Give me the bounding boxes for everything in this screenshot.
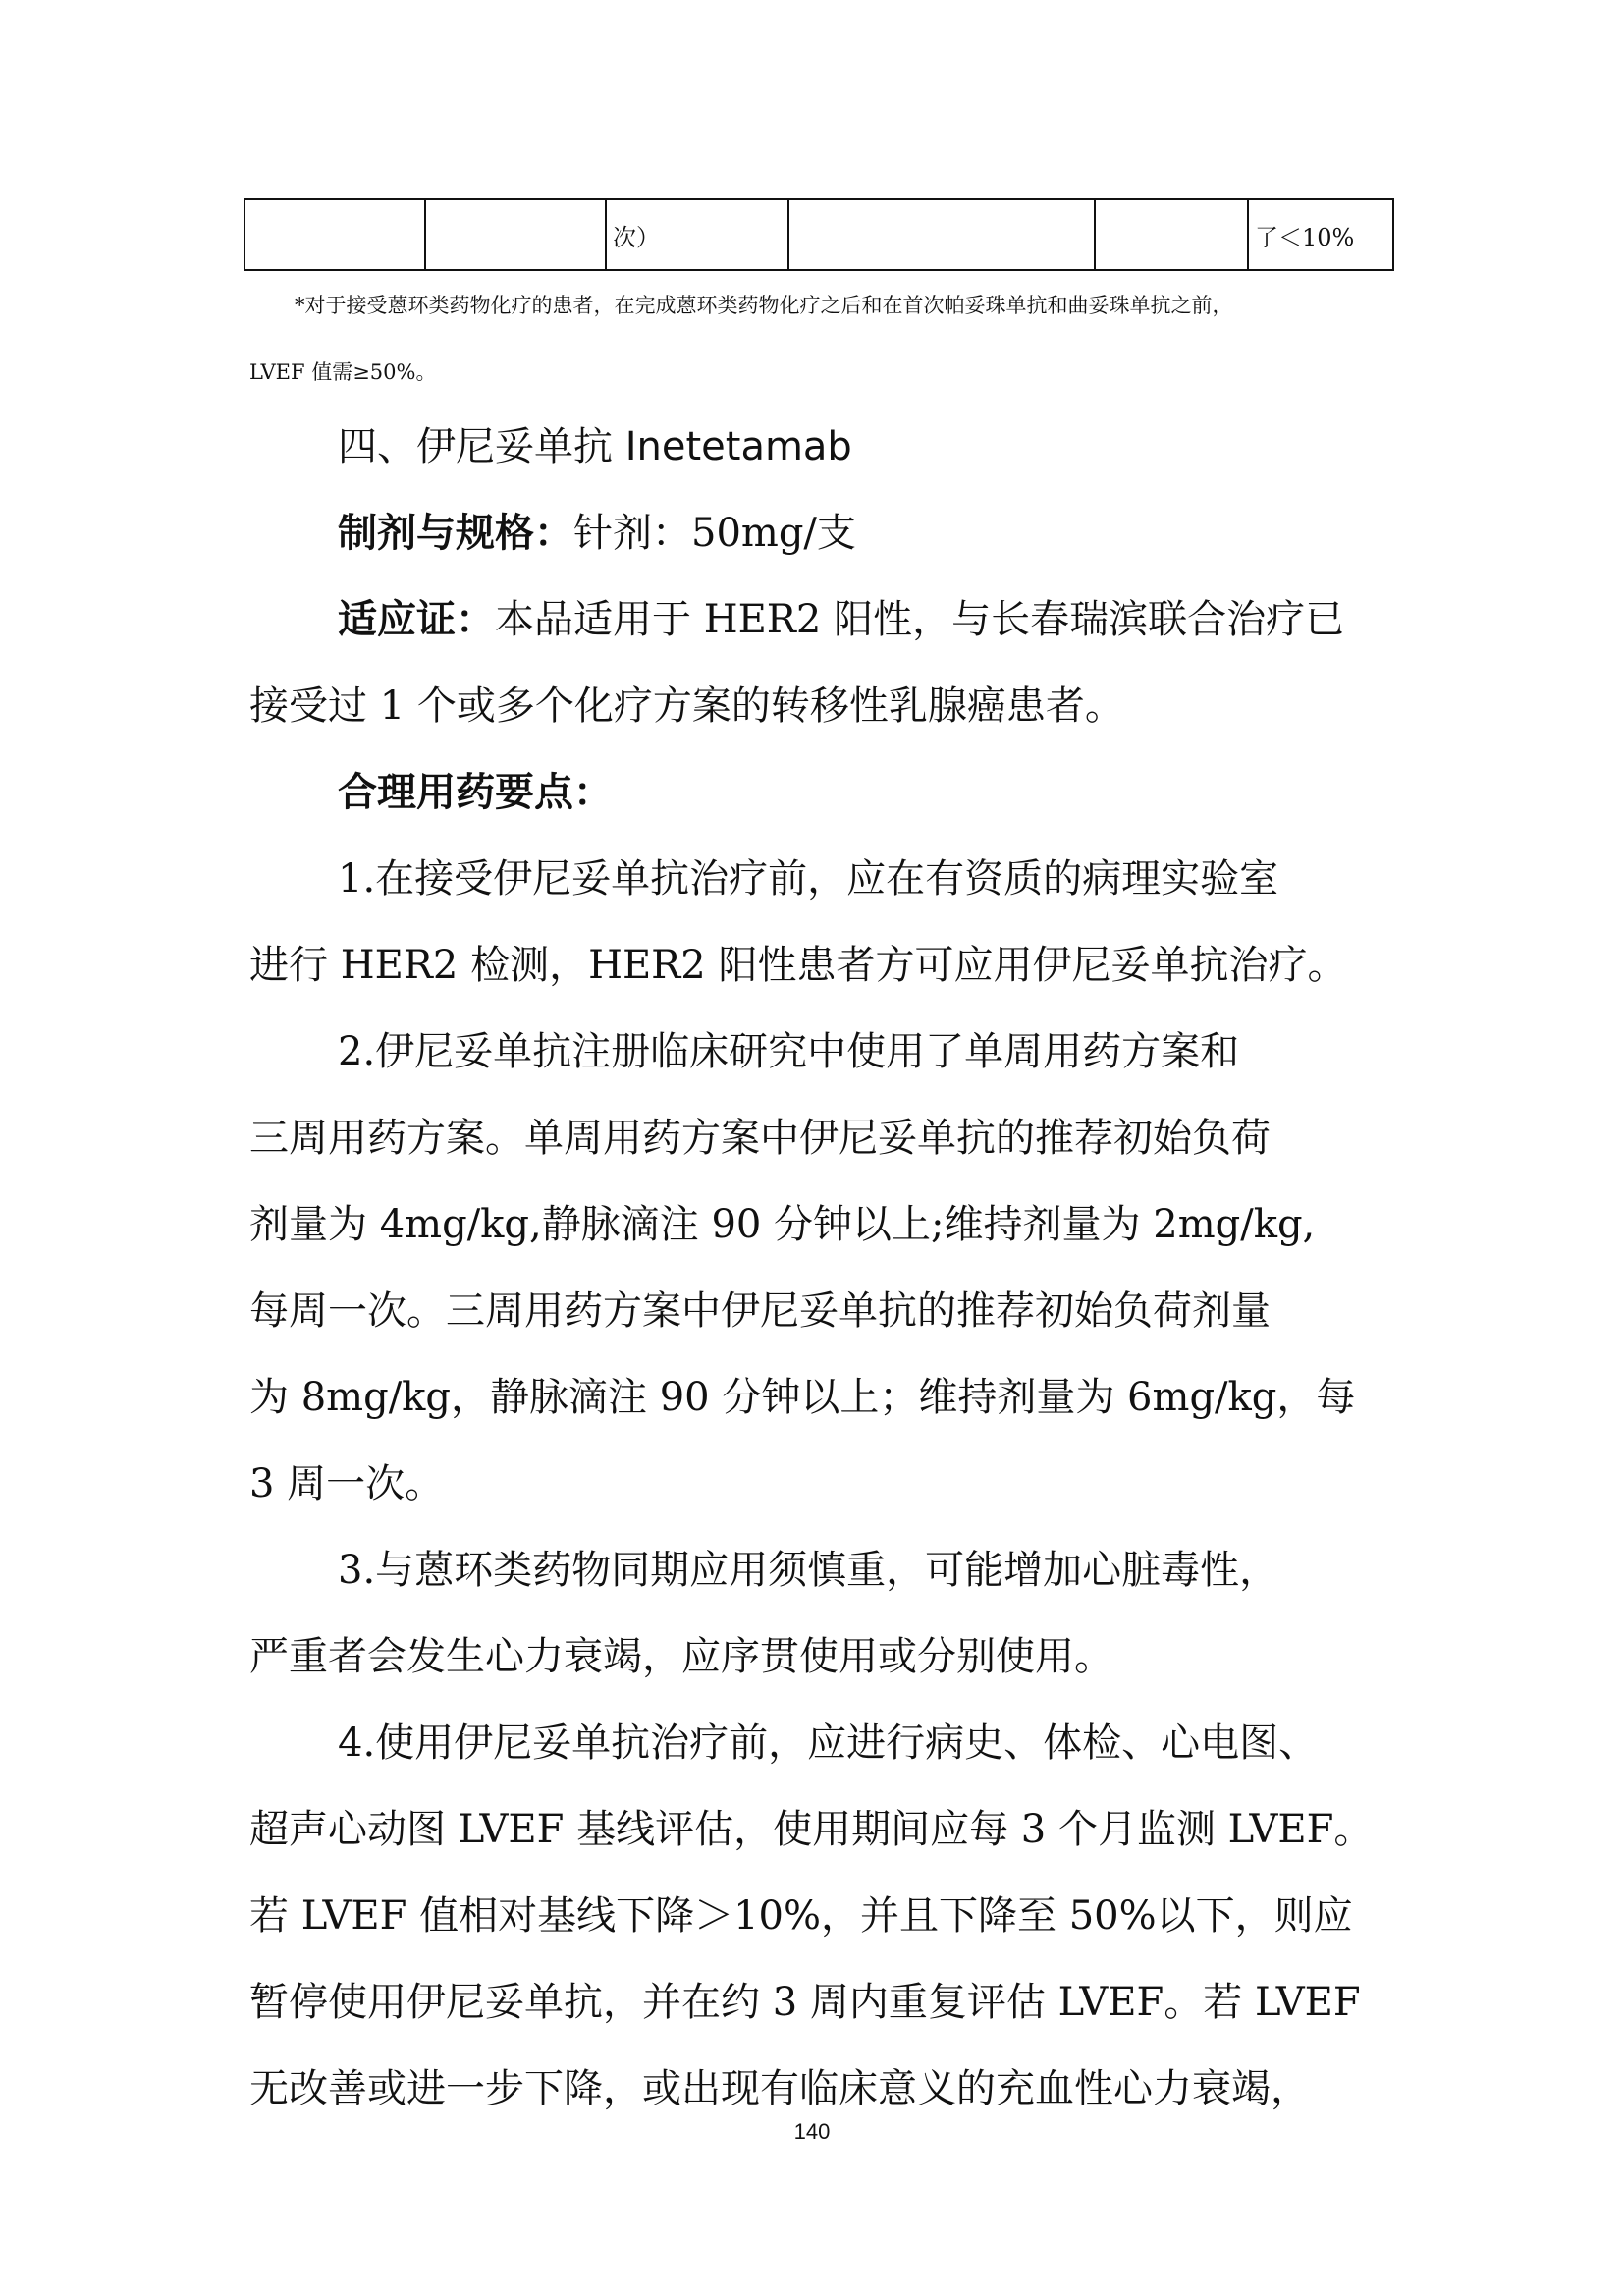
indication-paragraph xyxy=(338,595,1398,644)
footnote-line: *对于接受蒽环类药物化疗的患者，在完成蒽环类药物化疗之后和在首次帕妥珠单抗和曲妥珠单抗之前， xyxy=(295,294,1233,317)
point-4-line: 超声心动图 LVEF 基线评估，使用期间应每 3 个月监测 LVEF。 xyxy=(249,1807,1374,1852)
table-row xyxy=(244,199,1393,270)
indication-label: 适应证： xyxy=(338,597,495,642)
point-2-line: 2.伊尼妥单抗注册临床研究中使用了单周用药方案和 xyxy=(338,1029,1240,1074)
section-heading: 四、伊尼妥单抗 Inetetamab xyxy=(338,424,852,469)
table-cell xyxy=(1095,199,1248,270)
point-4-line: 4.使用伊尼妥单抗治疗前，应进行病史、体检、心电图、 xyxy=(338,1721,1319,1766)
table-cell xyxy=(788,199,1095,270)
point-2-line: 每周一次。三周用药方案中伊尼妥单抗的推荐初始负荷剂量 xyxy=(249,1288,1271,1334)
table-cell xyxy=(425,199,606,270)
point-2-line: 3 周一次。 xyxy=(249,1461,445,1506)
point-1-line: 进行 HER2 检测，HER2 阳性患者方可应用伊尼妥单抗治疗。 xyxy=(249,943,1347,988)
table-fragment xyxy=(244,198,1394,271)
spec-label: 制剂与规格： xyxy=(338,511,573,556)
point-2-line: 三周用药方案。单周用药方案中伊尼妥单抗的推荐初始负荷 xyxy=(249,1116,1271,1161)
point-4-line: 暂停使用伊尼妥单抗，并在约 3 周内重复评估 LVEF。若 LVEF xyxy=(249,1980,1361,2025)
points-label: 合理用药要点： xyxy=(338,770,613,815)
table-cell: 了＜10% xyxy=(1248,199,1393,270)
indication-line: 接受过 1 个或多个化疗方案的转移性乳腺癌患者。 xyxy=(249,683,1124,729)
table-cell xyxy=(244,199,425,270)
spec-text: 针剂：50mg/支 xyxy=(573,511,856,556)
indication-text: 本品适用于 HER2 阳性，与长春瑞滨联合治疗已 xyxy=(495,597,1345,642)
spec-paragraph xyxy=(338,509,1398,558)
point-2-line: 为 8mg/kg，静脉滴注 90 分钟以上；维持剂量为 6mg/kg，每 xyxy=(249,1375,1356,1420)
page-number: 140 xyxy=(793,2119,831,2144)
point-3-line: 严重者会发生心力衰竭，应序贯使用或分别使用。 xyxy=(249,1634,1113,1679)
table-cell: 次） xyxy=(606,199,788,270)
point-2-line: 剂量为 4mg/kg,静脉滴注 90 分钟以上;维持剂量为 2mg/kg, xyxy=(249,1202,1316,1247)
footnote-line: LVEF 值需≥50%。 xyxy=(249,360,437,384)
point-4-line: 无改善或进一步下降，或出现有临床意义的充血性心力衰竭， xyxy=(249,2066,1310,2111)
point-1-line: 1.在接受伊尼妥单抗治疗前，应在有资质的病理实验室 xyxy=(338,856,1279,902)
point-4-line: 若 LVEF 值相对基线下降＞10%，并且下降至 50%以下，则应 xyxy=(249,1893,1353,1939)
point-3-line: 3.与蒽环类药物同期应用须慎重，可能增加心脏毒性， xyxy=(338,1548,1279,1593)
